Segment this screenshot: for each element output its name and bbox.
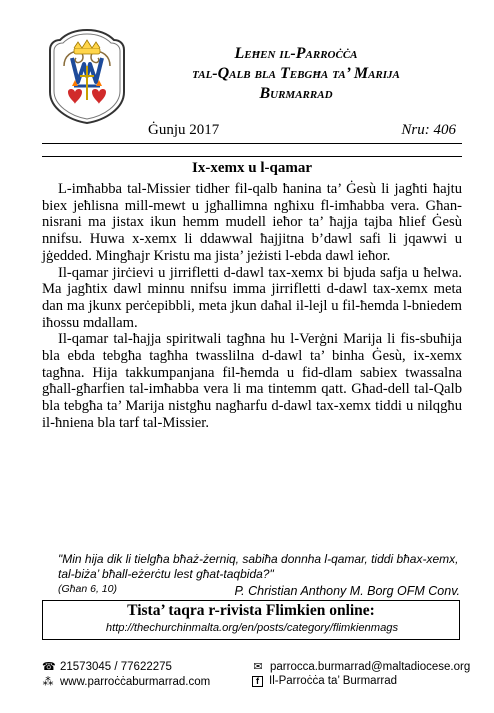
- envelope-icon: ✉: [253, 661, 263, 673]
- phone-contact: [42, 660, 172, 673]
- article-paragraph: Il-qamar jirċievi u jirrifletti d-dawl tax-xemx bi bjuda safja u ħelwa. Ma jagħtix dawl minnu nnifsu imma jirrifletti d-dawl tax-xemx meta dan ma jkunx perċepibbli, meta jkun daħal il-lejl u fil-ħemda l-bniedem iħossu mdallam.: [42, 264, 462, 331]
- parish-crest-icon: [44, 26, 130, 126]
- online-promo-box: [42, 600, 460, 640]
- masthead: [148, 44, 444, 104]
- issue-number: Nru: 406: [401, 122, 456, 138]
- masthead-title: Leħen il-Parroċċa: [234, 45, 358, 62]
- website-link[interactable]: www.parroċċaburmarrad.com: [60, 676, 211, 688]
- author-name: P. Christian Anthony M. Borg OFM Conv.: [234, 584, 460, 598]
- facebook-contact: [252, 675, 397, 687]
- masthead-subtitle: tal-Qalb bla Tebgħa ta’ Marija: [192, 65, 400, 82]
- email-link[interactable]: parrocca.burmarrad@maltadiocese.org: [270, 661, 471, 673]
- promo-title: Tista’ taqra r-rivista Flimkien online:: [127, 602, 375, 619]
- facebook-link[interactable]: Il-Parroċċa ta’ Burmarrad: [269, 675, 398, 687]
- quote-text: "Min hija dik li tielgħa bħaż-żerniq, sabiħa donnha l-qamar, tiddi bħax-xemx, tal-biża’ bħall-eżerċtu lest għat-taqbida?": [58, 552, 459, 581]
- contact-footer: [42, 660, 471, 690]
- email-contact: [252, 660, 470, 673]
- phone-number: 21573045 / 77622275: [60, 661, 172, 673]
- phone-icon: ☎: [42, 661, 56, 673]
- divider: [42, 143, 462, 144]
- article-paragraph: L-imħabba tal-Missier tidher fil-qalb ħanina ta’ Ġesù li jagħti ħajtu biex jeħlisna mill-mewt u jgħallimna ngħixu fl-imħabba vera. Għan-nisrani ma jistax ikun hemm mudell ieħor ta’ ħajja tajba ħlief Ġesù nnifsu. Huwa x-xemx li ddawwal ħajjitna b’dawl safi li jqawwi u jġedded. Mingħajr Kristu ma jista’ jeżisti l-ebda dawl ieħor.: [42, 181, 462, 264]
- article-paragraph: Il-qamar tal-ħajja spiritwali tagħna hu l-Verġni Marija li fis-sbuħija bla ebda tebgħa tagħha twasslilna d-dawl ta’ binha Ġesù, ix-xemx tagħna. Hija takkumpanjana fil-ħemda u fid-dlam sabiex twassalna għall-għarfien tal-imħabba vera li ma tintemm qatt. Għad-dell tal-Qalb bla tebgħa ta’ Marija nistgħu nagħarfu d-dawl tax-xemx tiddi u nilqgħu il-ħniena bla tarf tal-Missier.: [42, 331, 462, 431]
- issue-date: Ġunju 2017: [148, 122, 220, 138]
- quote-reference: (Għan 6, 10): [58, 583, 117, 595]
- issue-line: [146, 122, 456, 142]
- masthead-place: Burmarrad: [259, 85, 333, 102]
- website-contact: [42, 675, 210, 688]
- facebook-icon: f: [252, 676, 263, 687]
- article-body: [42, 181, 462, 432]
- promo-link[interactable]: http://thechurchinmalta.org/en/posts/category/flimkienmags: [105, 622, 399, 634]
- article-title: Ix-xemx u l-qamar: [192, 160, 312, 176]
- network-icon: ⁂: [42, 676, 54, 688]
- divider: [42, 156, 462, 157]
